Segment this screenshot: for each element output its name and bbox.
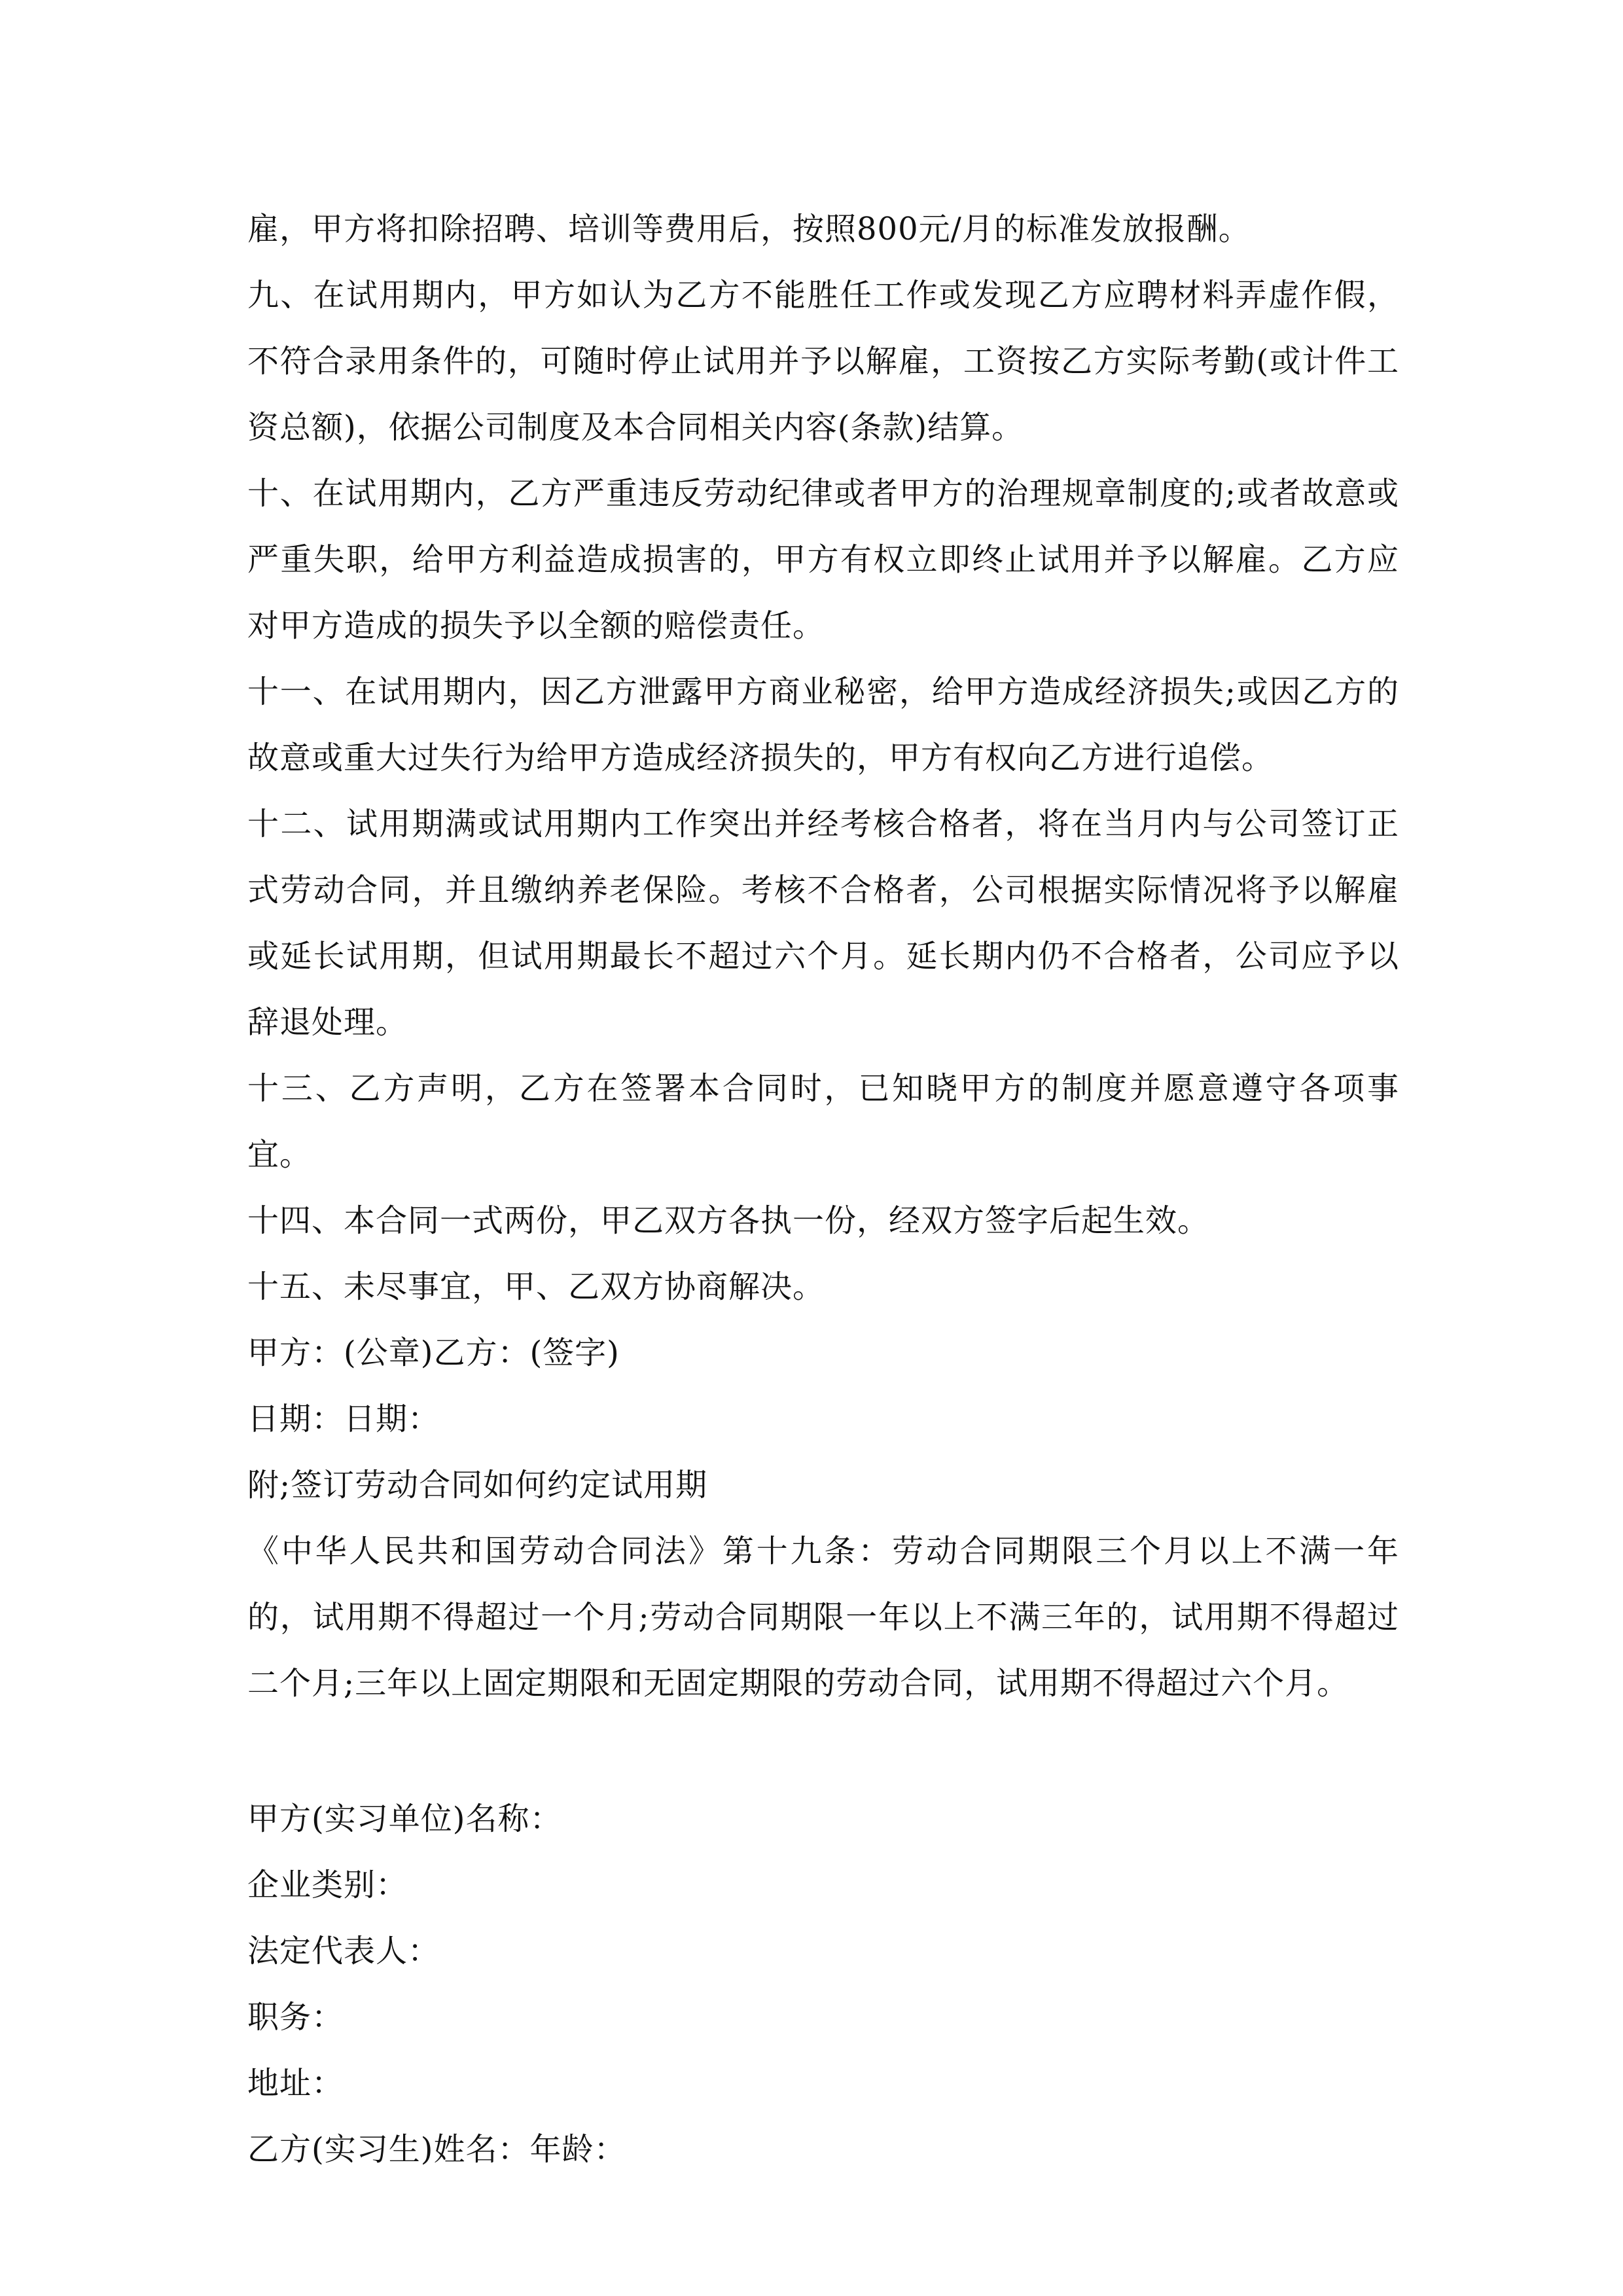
field-position: 职务：: [247, 1999, 344, 2036]
field-legal-representative: 法定代表人：: [247, 1933, 440, 1969]
paragraph-clause-12: 十二、试用期满或试用期内工作突出并经考核合格者，将在当月内与公司签订正式劳动合同，并且缴纳养老保险。考核不合格者，公司根据实际情况将予以解雇或延长试用期，但试用期最长不超过六个月。延长期内仍不合格者，公司应予以辞退处理。: [247, 806, 1399, 1041]
paragraph-clause-10: 十、在试用期内，乙方严重违反劳动纪律或者甲方的治理规章制度的;或者故意或严重失职，给甲方利益造成损害的，甲方有权立即终止试用并予以解雇。乙方应对甲方造成的损失予以全额的赔偿责任。: [247, 475, 1399, 644]
field-party-b-name-age: 乙方(实习生)姓名：年龄：: [247, 2131, 626, 2168]
field-address: 地址：: [247, 2065, 344, 2102]
paragraph-clause-9: 九、在试用期内，甲方如认为乙方不能胜任工作或发现乙方应聘材料弄虚作假，不符合录用条件的，可随时停止试用并予以解雇，工资按乙方实际考勤(或计件工资总额)，依据公司制度及本合同相关内容(条款)结算。: [247, 277, 1399, 446]
signature-line: 甲方：(公章)乙方：(签字): [247, 1335, 620, 1371]
paragraph-clause-14: 十四、本合同一式两份，甲乙双方各执一份，经双方签字后起生效。: [247, 1202, 1210, 1239]
document-body: [247, 196, 1399, 2183]
paragraph-clause-13: 十三、乙方声明，乙方在签署本合同时，已知晓甲方的制度并愿意遵守各项事宜。: [247, 1070, 1399, 1173]
paragraph-clause-15: 十五、未尽事宜，甲、乙双方协商解决。: [247, 1268, 825, 1305]
section-gap: [247, 1717, 1399, 1786]
paragraph-clause-11: 十一、在试用期内，因乙方泄露甲方商业秘密，给甲方造成经济损失;或因乙方的故意或重大过失行为给甲方造成经济损失的，甲方有权向乙方进行追偿。: [247, 673, 1399, 776]
date-line: 日期：日期：: [247, 1401, 440, 1437]
field-party-a-name: 甲方(实习单位)名称：: [247, 1801, 562, 1837]
appendix-law-text: 《中华人民共和国劳动合同法》第十九条：劳动合同期限三个月以上不满一年的，试用期不得超过一个月;劳动合同期限一年以上不满三年的，试用期不得超过二个月;三年以上固定期限和无固定期限的劳动合同，试用期不得超过六个月。: [247, 1533, 1399, 1702]
appendix-heading: 附;签订劳动合同如何约定试用期: [247, 1467, 708, 1503]
paragraph-dismissal-pay: 雇，甲方将扣除招聘、培训等费用后，按照800元/月的标准发放报酬。: [247, 211, 1251, 247]
field-company-type: 企业类别：: [247, 1867, 408, 1903]
